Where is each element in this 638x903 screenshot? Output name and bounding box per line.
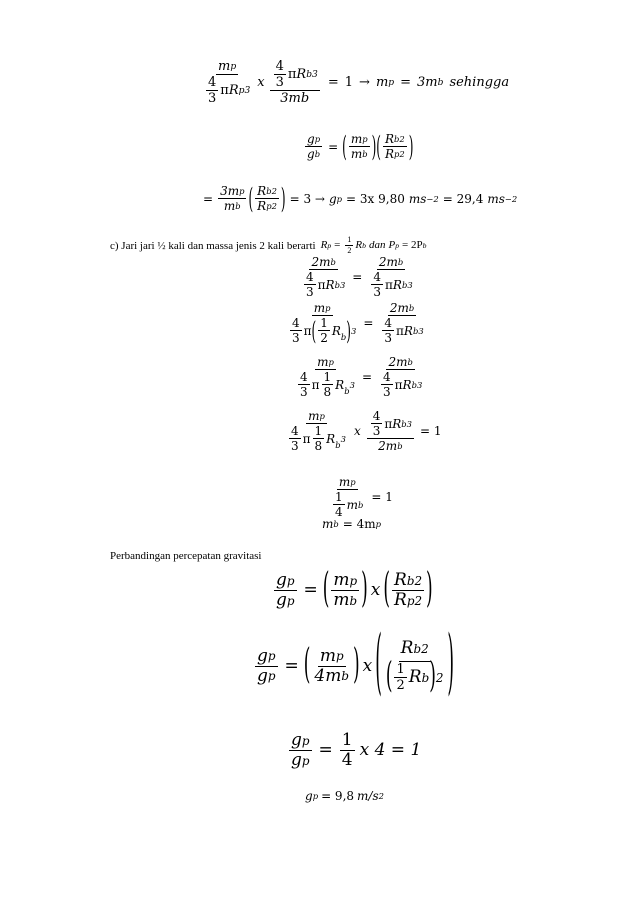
big-equation-3: g p g p = $\frac{1}{4}$ x 4 = 1 [291, 730, 422, 770]
section-label-perbandingan: Perbandingan percepatan gravitasi [110, 550, 262, 562]
step-equation-1: 2m b $\frac{4}{3}$ π R b 3 = 2m b $\frac{4}{3}$ π R b 3 [306, 255, 413, 299]
equation-gp-value: = 3m p m b ( R b 2 R p 2 ) = 3 → g p = 3x 9,80 ms −2 = 29,4 ms −2 [203, 182, 518, 215]
step-equation-5: m p $\frac{1}{4}$ m b = 1 [335, 475, 393, 519]
final-answer: g p = 9,8 m/s 2 [305, 789, 384, 803]
big-equation-1: g p g p = ( m p m b ) x ( R b 2 R p 2 ) [276, 565, 433, 614]
equation-mass-ratio: m p $\frac{4}{3}$ π R p 3 x $\frac{4}{3}$ π R b 3 3mb = 1 → m p = 3m b sehingga [200, 60, 509, 105]
step-equation-2: m p $\frac{4}{3}$ π ( $\frac{1}{2}$ R $_b$ ) 3 = 2m b $\frac{4}{3}$ π R b 3 [292, 301, 424, 346]
equation-g-ratio: g p g b = ( m p m b ) ( R b 2 R p 2 ) [307, 130, 414, 163]
step-equation-6: m b = 4m p [322, 517, 382, 531]
fraction-mp-over-volume: m p $\frac{4}{3}$ π R p 3 [208, 59, 251, 106]
step-equation-4: m p $\frac{4}{3}$ π $\frac{1}{8}$ R $_b$ 3 x $\frac{4}{3}$ π R b 3 2m b = 1 [291, 409, 442, 453]
part-c-statement: c) Jari jari ½ kali dan massa jenis 2 kali berarti R p = $\frac{1}{2}$ R b dan P p = 2P b [110, 235, 427, 255]
big-equation-2: g p g p = ( m p 4m b ) x ( R b 2 ( $\frac{1}{2}$ R b ) 2 ) [257, 621, 455, 706]
fraction-volume-over-3mb: $\frac{4}{3}$ π R b 3 3mb [270, 60, 320, 105]
step-equation-3: m p $\frac{4}{3}$ π $\frac{1}{8}$ R $_b$ 3 = 2m b $\frac{4}{3}$ π R b 3 [300, 355, 423, 399]
